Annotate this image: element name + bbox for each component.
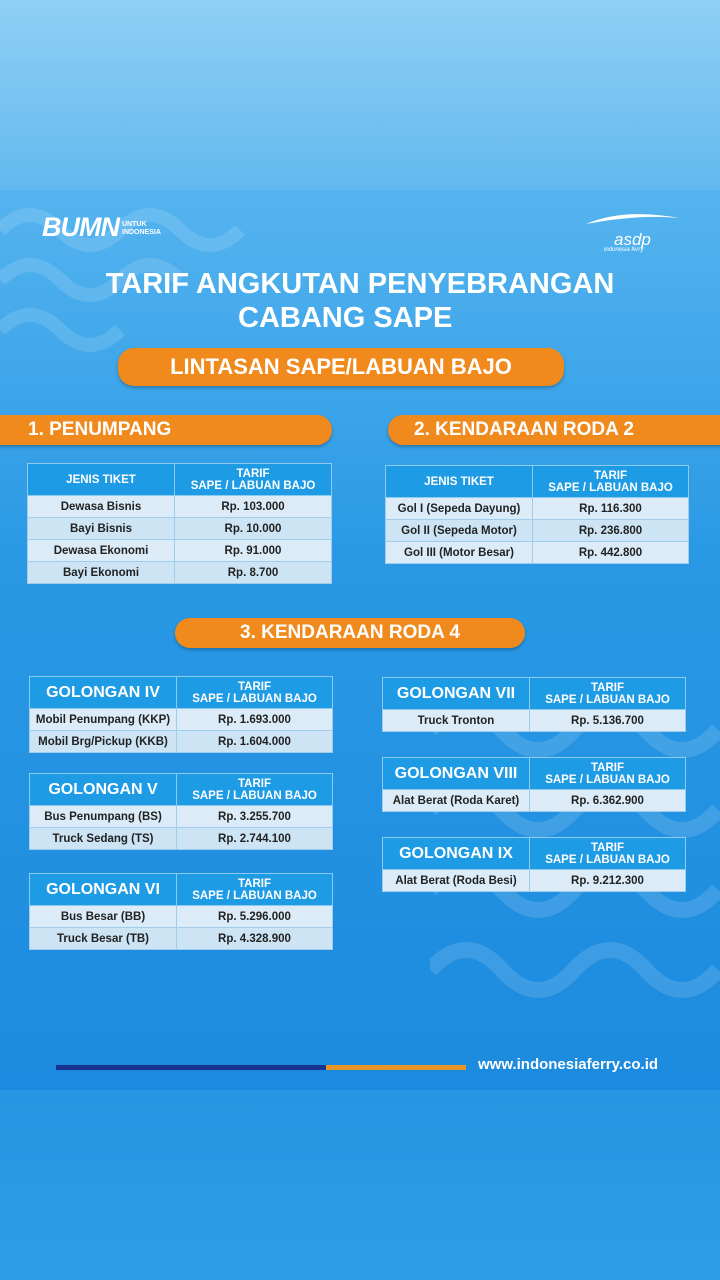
table-row: Mobil Penumpang (KKP) Rp. 1.693.000 bbox=[30, 709, 333, 731]
table-row: Bayi Bisnis Rp. 10.000 bbox=[28, 518, 332, 540]
col-header-tarif: TARIF SAPE / LABUAN BAJO bbox=[530, 838, 686, 870]
table-row: Mobil Brg/Pickup (KKB) Rp. 1.604.000 bbox=[30, 731, 333, 753]
table-row: Bus Besar (BB) Rp. 5.296.000 bbox=[30, 906, 333, 928]
golongan-ix-table bbox=[382, 837, 686, 892]
golongan-name: GOLONGAN VI bbox=[30, 874, 177, 906]
table-row: Dewasa Bisnis Rp. 103.000 bbox=[28, 496, 332, 518]
footer-bar-orange bbox=[326, 1065, 466, 1070]
col-header-tarif: TARIF SAPE / LABUAN BAJO bbox=[530, 678, 686, 710]
table-row: Bayi Ekonomi Rp. 8.700 bbox=[28, 562, 332, 584]
col-header-tarif: TARIF SAPE / LABUAN BAJO bbox=[175, 464, 332, 496]
table-row: Truck Sedang (TS) Rp. 2.744.100 bbox=[30, 828, 333, 850]
golongan-vi-table bbox=[29, 873, 333, 950]
footer-bar-navy bbox=[56, 1065, 326, 1070]
col-header-jenis: JENIS TIKET bbox=[386, 466, 533, 498]
website-url: www.indonesiaferry.co.id bbox=[478, 1056, 659, 1073]
golongan-vii-table bbox=[382, 677, 686, 732]
section-roda4-label: 3. KENDARAAN RODA 4 bbox=[175, 618, 525, 648]
table-row: Bus Penumpang (BS) Rp. 3.255.700 bbox=[30, 806, 333, 828]
asdp-logo: asdp indonesia ferry bbox=[584, 210, 684, 255]
col-header-tarif: TARIF SAPE / LABUAN BAJO bbox=[177, 774, 333, 806]
golongan-name: GOLONGAN IV bbox=[30, 677, 177, 709]
table-row: Alat Berat (Roda Besi) Rp. 9.212.300 bbox=[383, 870, 686, 892]
col-header-tarif: TARIF SAPE / LABUAN BAJO bbox=[177, 874, 333, 906]
table-row: Truck Besar (TB) Rp. 4.328.900 bbox=[30, 928, 333, 950]
page-title-line2: CABANG SAPE bbox=[238, 302, 453, 334]
col-header-jenis: JENIS TIKET bbox=[28, 464, 175, 496]
section-roda2-label: 2. KENDARAAN RODA 2 bbox=[388, 415, 720, 445]
golongan-viii-table bbox=[382, 757, 686, 812]
col-header-tarif: TARIF SAPE / LABUAN BAJO bbox=[533, 466, 689, 498]
col-header-tarif: TARIF SAPE / LABUAN BAJO bbox=[177, 677, 333, 709]
table-row: Gol I (Sepeda Dayung) Rp. 116.300 bbox=[386, 498, 689, 520]
penumpang-table bbox=[27, 463, 332, 584]
bumn-logo: BUMN UNTUK INDONESIA bbox=[42, 212, 161, 242]
table-row: Truck Tronton Rp. 5.136.700 bbox=[383, 710, 686, 732]
col-header-tarif: TARIF SAPE / LABUAN BAJO bbox=[530, 758, 686, 790]
route-banner: LINTASAN SAPE/LABUAN BAJO bbox=[118, 348, 564, 386]
golongan-name: GOLONGAN VII bbox=[383, 678, 530, 710]
section-penumpang-label: 1. PENUMPANG bbox=[0, 415, 332, 445]
golongan-name: GOLONGAN V bbox=[30, 774, 177, 806]
roda2-table bbox=[385, 465, 689, 564]
table-row: Gol II (Sepeda Motor) Rp. 236.800 bbox=[386, 520, 689, 542]
golongan-name: GOLONGAN VIII bbox=[383, 758, 530, 790]
table-row: Gol III (Motor Besar) Rp. 442.800 bbox=[386, 542, 689, 564]
asdp-swoosh-icon bbox=[584, 210, 684, 230]
page-title-line1: TARIF ANGKUTAN PENYEBRANGAN bbox=[105, 268, 615, 300]
golongan-iv-table bbox=[29, 676, 333, 753]
table-row: Alat Berat (Roda Karet) Rp. 6.362.900 bbox=[383, 790, 686, 812]
table-row: Dewasa Ekonomi Rp. 91.000 bbox=[28, 540, 332, 562]
golongan-v-table bbox=[29, 773, 333, 850]
tariff-poster bbox=[0, 190, 720, 1090]
golongan-name: GOLONGAN IX bbox=[383, 838, 530, 870]
